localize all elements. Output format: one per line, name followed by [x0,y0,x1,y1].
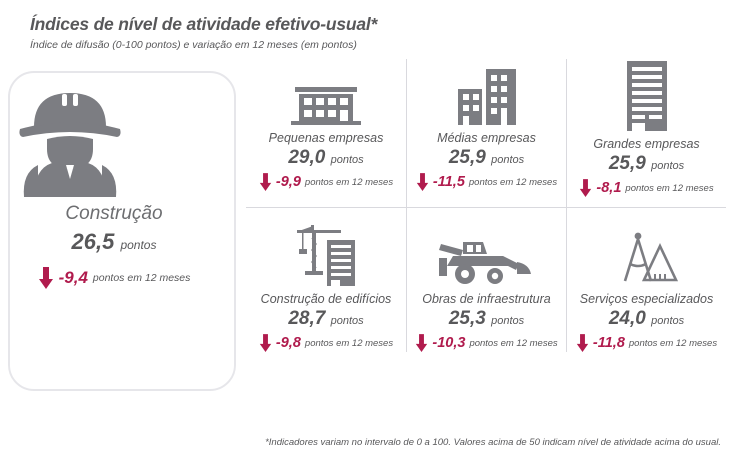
indicator-unit: pontos [651,160,685,172]
indicator-cards [246,59,726,352]
indicator-delta-label: pontos em 12 meses [304,176,394,188]
indicator-name: Médias empresas [437,131,536,145]
header [0,0,735,51]
page-title: Índices de nível de atividade efetivo-usual* [30,14,378,34]
arrow-down-icon [579,179,592,197]
indicator-unit: pontos [330,315,364,327]
infographic-body [0,59,735,429]
small-company-building-icon [250,59,402,125]
indicator-delta [571,334,722,352]
indicator-name: Obras de infraestrutura [422,292,551,306]
indicator-delta [411,173,562,191]
indicator-number: 25,3 [448,308,486,329]
arrow-down-icon [576,334,589,352]
indicator-unit: pontos [330,154,364,166]
indicator-delta-value: -11,5 [432,174,465,190]
medium-company-building-icon [411,59,562,125]
indicator-unit: pontos [491,315,525,327]
indicator-name: Construção de edifícios [260,292,392,306]
indicator-number: 29,0 [288,147,326,168]
main-indicator-delta [0,267,228,289]
indicator-card-grandes-empresas [566,59,726,208]
indicator-delta-value: -9,8 [275,335,301,351]
indicator-delta [250,173,402,191]
indicator-delta-label: pontos em 12 meses [304,337,394,349]
indicator-delta [571,179,722,197]
indicator-delta-label: pontos em 12 meses [628,337,718,349]
arrow-down-icon [38,267,54,289]
indicator-card-medias-empresas [406,59,566,208]
indicator-value [571,153,722,175]
indicator-delta [250,334,402,352]
compass-ruler-icon [571,220,722,286]
indicator-value [411,308,562,330]
indicator-card-servicos-especializados [566,208,726,352]
indicator-name: Pequenas empresas [268,131,384,145]
indicator-number: 25,9 [448,147,486,168]
indicator-number: 25,9 [608,153,646,174]
indicator-value [250,308,402,330]
arrow-down-icon [415,334,428,352]
indicator-delta-value: -9,9 [275,174,301,190]
indicator-delta-label: pontos em 12 meses [469,337,558,349]
indicator-delta-value: -10,3 [432,335,466,351]
main-indicator-unit: pontos [120,238,157,252]
indicator-number: 24,0 [608,308,646,329]
page-subtitle: Índice de difusão (0-100 pontos) e variação em 12 meses (em pontos) [30,39,357,51]
indicator-name: Grandes empresas [593,137,700,151]
arrow-down-icon [416,173,429,191]
indicator-delta-label: pontos em 12 meses [625,182,714,194]
arrow-down-icon [259,173,272,191]
bulldozer-icon [411,220,562,286]
indicator-number: 28,7 [288,308,326,329]
large-company-building-icon [571,59,722,131]
indicator-delta-value: -11,8 [592,335,625,351]
indicator-row-company-size [246,59,726,208]
indicator-delta-value: -8,1 [596,180,622,196]
crane-building-icon [250,220,402,286]
indicator-value [571,308,722,330]
indicator-unit: pontos [491,154,525,166]
main-indicator-value [0,229,228,255]
indicator-delta [411,334,562,352]
indicator-card-obras-de-infraestrutura [406,208,566,352]
indicator-unit: pontos [651,315,685,327]
main-delta-value: -9,4 [58,268,88,287]
indicator-card-construcao-de-edificios [246,208,406,352]
main-indicator-number: 26,5 [71,229,115,254]
main-indicator-content [0,59,228,289]
indicator-row-segment [246,208,726,352]
indicator-value [411,147,562,169]
arrow-down-icon [259,334,272,352]
indicator-delta-label: pontos em 12 meses [468,176,558,188]
indicator-card-pequenas-empresas [246,59,406,208]
footnote: *Indicadores variam no intervalo de 0 a 100. Valores acima de 50 indicam nível de atividade acima do usual. [265,437,721,448]
main-indicator-name: Construção [65,203,163,224]
indicator-name: Serviços especializados [579,292,714,306]
indicator-value [250,147,402,169]
construction-worker-icon [0,77,228,197]
main-delta-label: pontos em 12 meses [92,272,191,284]
